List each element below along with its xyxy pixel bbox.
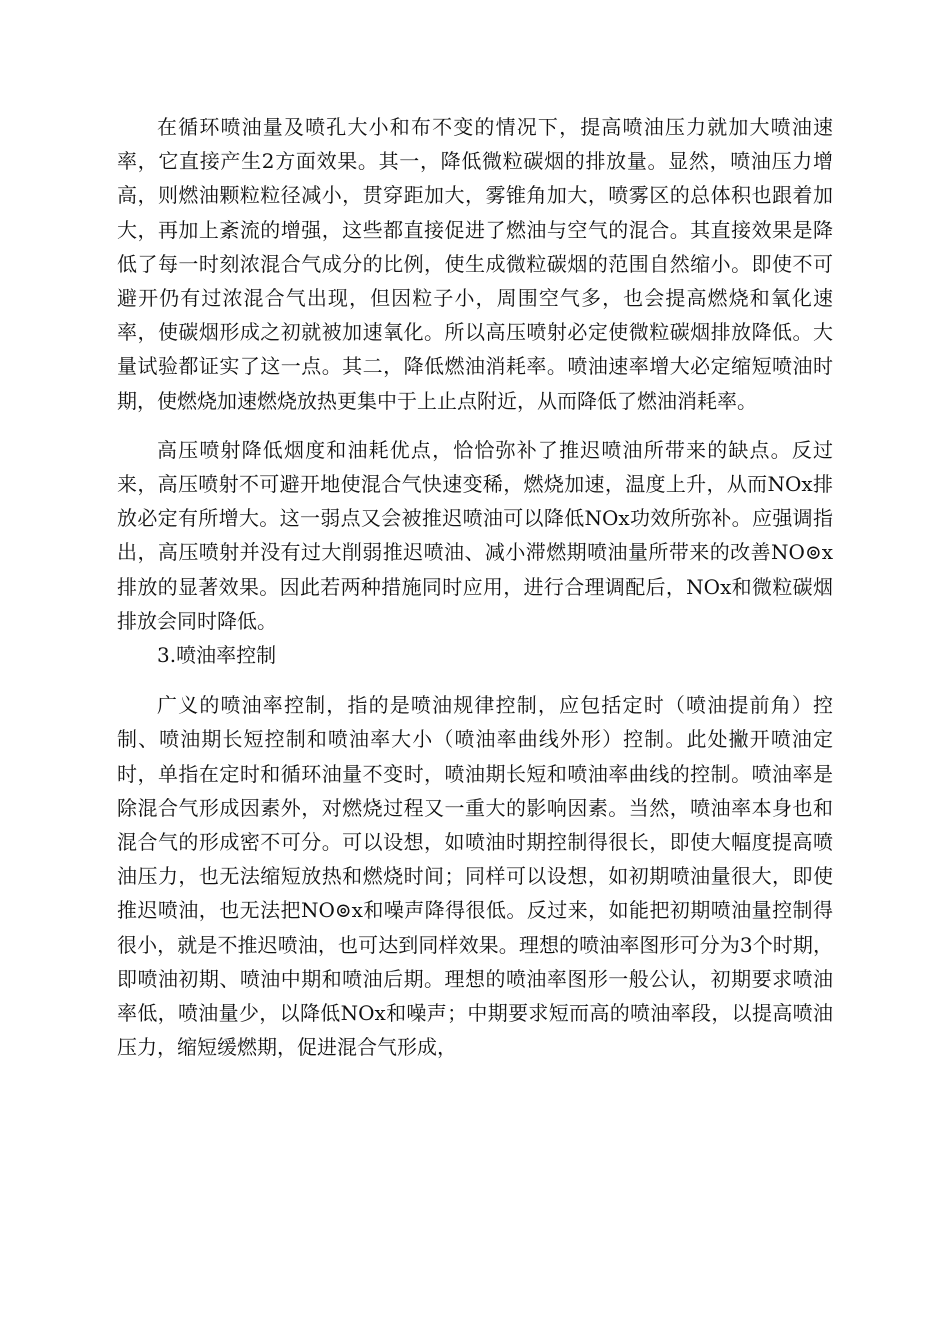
document-page xyxy=(117,110,833,1064)
paragraph-high-pressure-effects: 在循环喷油量及喷孔大小和布不变的情况下，提高喷油压力就加大喷油速率，它直接产生2方面效果。其一，降低微粒碳烟的排放量。显然，喷油压力增高，则燃油颗粒粒径减小，贯穿距加大，雾锥角加大，喷雾区的总体积也跟着加大，再加上紊流的增强，这些都直接促进了燃油与空气的混合。其直接效果是降低了每一时刻浓混合气成分的比例，使生成微粒碳烟的范围自然缩小。即使不可避开仍有过浓混合气出现，但因粒子小，周围空气多，也会提高燃烧和氧化速率，使碳烟形成之初就被加速氧化。所以高压喷射必定使微粒碳烟排放降低。大量试验都证实了这一点。其二，降低燃油消耗率。喷油速率增大必定缩短喷油时期，使燃烧加速燃烧放热更集中于上止点附近，从而降低了燃油消耗率。 xyxy=(117,115,833,413)
paragraph-high-pressure-tradeoff: 高压喷射降低烟度和油耗优点，恰恰弥补了推迟喷油所带来的缺点。反过来，高压喷射不可避开地使混合气快速变稀，燃烧加速，温度上升，从而NOx排放必定有所增大。这一弱点又会被推迟喷油可以降低NOx功效所弥补。应强调指出，高压喷射并没有过大削弱推迟喷油、减小滞燃期喷油量所带来的改善NO⊚x排放的显著效果。因此若两种措施同时应用，进行合理调配后，NOx和微粒碳烟排放会同时降低。 xyxy=(117,437,833,633)
section-heading: 3.喷油率控制 xyxy=(157,643,277,668)
paragraph-injection-rate-control: 广义的喷油率控制，指的是喷油规律控制，应包括定时（喷油提前角）控制、喷油期长短控制和喷油率大小（喷油率曲线外形）控制。此处撇开喷油定时，单指在定时和循环油量不变时，喷油期长短和喷油率曲线的控制。喷油率是除混合气形成因素外，对燃烧过程又一重大的影响因素。当然，喷油率本身也和混合气的形成密不可分。可以设想，如喷油时期控制得很长，即使大幅度提高喷油压力，也无法缩短放热和燃烧时间；同样可以设想，如初期喷油量很大，即使推迟喷油，也无法把NO⊚x和噪声降得很低。反过来，如能把初期喷油量控制得很小，就是不推迟喷油，也可达到同样效果。理想的喷油率图形可分为3个时期，即喷油初期、喷油中期和喷油后期。理想的喷油率图形一般公认，初期要求喷油率低，喷油量少，以降低NOx和噪声；中期要求短而高的喷油率段，以提高喷油压力，缩短缓燃期，促进混合气形成， xyxy=(117,693,833,1060)
